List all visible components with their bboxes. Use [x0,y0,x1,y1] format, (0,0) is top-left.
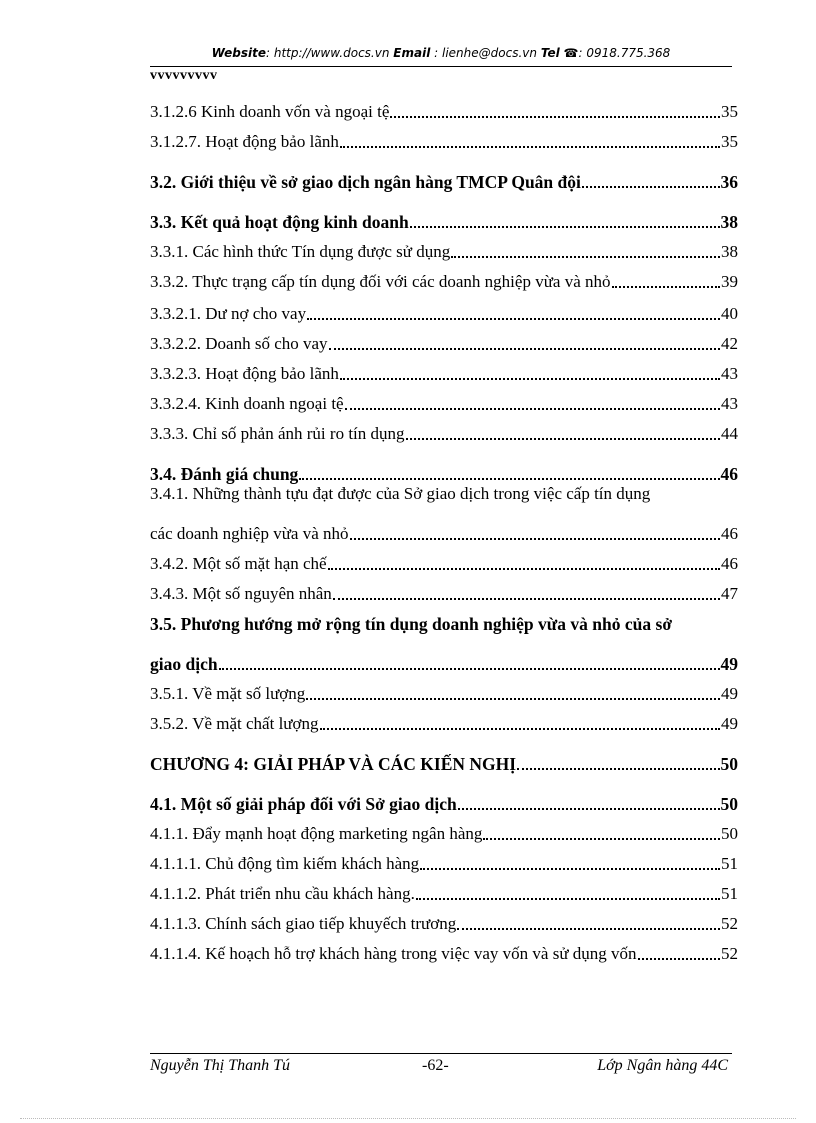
toc-entry-page: 47 [721,584,738,603]
toc-entry-page: 50 [721,824,738,843]
toc-entry-page: 35 [721,132,738,151]
toc-entry-page: 43 [721,394,738,413]
toc-entry-page: 43 [721,364,738,383]
toc-entry-page: 35 [721,102,738,121]
toc-entry-page: 36 [720,172,738,192]
toc-entry [150,232,738,262]
toc-entry-page: 38 [721,242,738,261]
toc-entry-label: các doanh nghiệp vừa và nhỏ [150,524,349,543]
toc-entry [150,814,738,844]
footer-page-number: -62- [422,1057,449,1074]
footer-class: Lớp Ngân hàng 44C [597,1057,728,1074]
toc-entry-label: 3.3.3. Chỉ số phản ánh rủi ro tín dụng [150,424,405,443]
toc-entry [150,162,738,192]
toc-entry-page: 38 [720,212,738,232]
toc-leader-dots [307,317,720,320]
toc-entry-page: 49 [720,654,738,674]
toc-entry-page: 52 [721,914,738,933]
toc-entry-label: 4.1.1.4. Kế hoạch hỗ trợ khách hàng trong việc vay vốn và sử dụng vốn [150,944,637,963]
toc-entry [150,744,738,774]
footer-rule [150,1053,732,1054]
email-text: : lienhe@docs.vn [434,46,537,60]
toc-entry-label: 3.3. Kết quả hoạt động kinh doanh [150,212,409,232]
toc-entry [150,544,738,574]
toc-entry-page: 49 [721,684,738,703]
toc-leader-dots [420,867,720,870]
toc-entry [150,514,738,544]
toc-entry-page: 51 [721,854,738,873]
toc-entry-label: 3.5.1. Về mặt số lượng [150,684,306,703]
toc-leader-dots [306,697,720,700]
toc-entry [150,704,738,734]
toc-entry-page: 46 [720,464,738,484]
toc-leader-dots [416,897,720,900]
toc-entry-page: 50 [720,794,738,814]
toc-leader-dots [451,255,720,258]
toc-entry-label: giao dịch [150,654,218,674]
toc-entry-label: 3.4.1. Những thành tựu đạt được của Sở giao dịch trong việc cấp tín dụng [150,484,651,503]
toc-entry-label: 4.1.1.2. Phát triển nhu cầu khách hàng. [150,884,415,903]
toc-entry [150,262,738,292]
tel-text: : 0918.775.368 [578,46,671,60]
footer-author: Nguyễn Thị Thanh Tú [150,1057,291,1074]
toc-entry-page: 40 [721,304,738,323]
toc-entry [150,904,738,934]
toc-entry-label: CHƯƠNG 4: GIẢI PHÁP VÀ CÁC KIẾN NGHỊ [150,754,517,774]
toc-leader-dots [320,727,721,730]
toc-entry-label: 4.1.1. Đẩy mạnh hoạt động marketing ngân hàng [150,824,483,843]
website-text: : http://www.docs.vn [266,46,390,60]
tel-label: Tel [540,46,560,60]
toc-entry [150,484,738,514]
toc-entry-label: 3.5.2. Về mặt chất lượng [150,714,319,733]
toc-entry-page: 46 [721,554,738,573]
toc-entry-label: 3.1.2.7. Hoạt động bảo lãnh [150,132,339,151]
toc-entry-label: 4.1.1.1. Chủ động tìm kiếm khách hàng [150,854,420,873]
toc-entry-page: 51 [721,884,738,903]
toc-leader-dots [345,407,720,410]
toc-entry [150,784,738,814]
toc-entry-label: 3.3.2.2. Doanh số cho vay [150,334,328,353]
toc-entry [150,934,738,964]
toc-leader-dots [340,145,720,148]
toc-entry [150,294,738,324]
toc-entry-page: 50 [720,754,738,774]
toc-entry [150,614,738,644]
toc-entry [150,384,738,414]
toc-entry [150,844,738,874]
toc-entry-label: 3.4. Đánh giá chung [150,464,299,484]
toc-entry-label: 3.1.2.6 Kinh doanh vốn và ngoại tệ [150,102,390,121]
toc-entry-label: 3.3.2.4. Kinh doanh ngoại tệ [150,394,344,413]
website-label: Website [211,46,266,60]
toc-leader-dots [329,347,720,350]
toc-leader-dots [582,185,720,188]
toc-leader-dots [410,225,720,228]
toc-entry [150,574,738,604]
toc-leader-dots [328,567,720,570]
toc-entry [150,354,738,384]
toc-leader-dots [350,537,720,540]
email-label: Email [393,46,431,60]
toc-entry [150,202,738,232]
toc-leader-dots [340,377,720,380]
toc-leader-dots [390,115,720,118]
toc-leader-dots [333,597,720,600]
toc-leader-dots [299,477,719,480]
toc-entry [150,644,738,674]
toc-leader-dots [638,957,720,960]
toc-leader-dots [517,767,719,770]
toc-leader-dots [612,285,721,288]
toc-entry-page: 42 [721,334,738,353]
header-rule [150,66,732,67]
toc-entry [150,414,738,444]
toc-entry-page: 49 [721,714,738,733]
toc-entry-label: 3.2. Giới thiệu về sở giao dịch ngân hàng TMCP Quân đội [150,172,581,192]
toc-leader-dots [219,667,720,670]
toc-entry-label: 3.3.2.1. Dư nợ cho vay [150,304,307,323]
toc-entry [150,874,738,904]
toc-entry-label: 3.3.1. Các hình thức Tín dụng được sử dụng [150,242,451,261]
page-header [150,46,732,60]
toc-entry-label: 3.5. Phương hướng mở rộng tín dụng doanh nghiệp vừa và nhỏ của sở [150,614,673,634]
phone-icon: ☎ [563,46,579,60]
toc-entry-label: 4.1. Một số giải pháp đối với Sở giao dịch [150,794,457,814]
toc-entry [150,674,738,704]
toc-entry-label: 3.3.2.3. Hoạt động bảo lãnh [150,364,339,383]
toc-leader-dots [406,437,720,440]
toc-entry-label: 3.4.2. Một số mặt hạn chế [150,554,327,573]
toc-entry-page: 44 [721,424,738,443]
toc-leader-dots [458,807,720,810]
page-bottom-border [20,1118,796,1119]
toc-entry [150,122,738,152]
page-mark: vvvvvvvvv [150,68,218,83]
toc-entry [150,324,738,354]
toc-entry-page: 46 [721,524,738,543]
toc-leader-dots [483,837,720,840]
toc-entry-label: 3.4.3. Một số nguyên nhân [150,584,332,603]
toc-entry-label: 4.1.1.3. Chính sách giao tiếp khuyếch trương [150,914,457,933]
toc-entry [150,92,738,122]
toc-entry-page: 52 [721,944,738,963]
toc-entry-label: 3.3.2. Thực trạng cấp tín dụng đối với các doanh nghiệp vừa và nhỏ [150,272,611,291]
toc-leader-dots [457,927,720,930]
toc-entry-page: 39 [721,272,738,291]
toc-entry [150,454,738,484]
